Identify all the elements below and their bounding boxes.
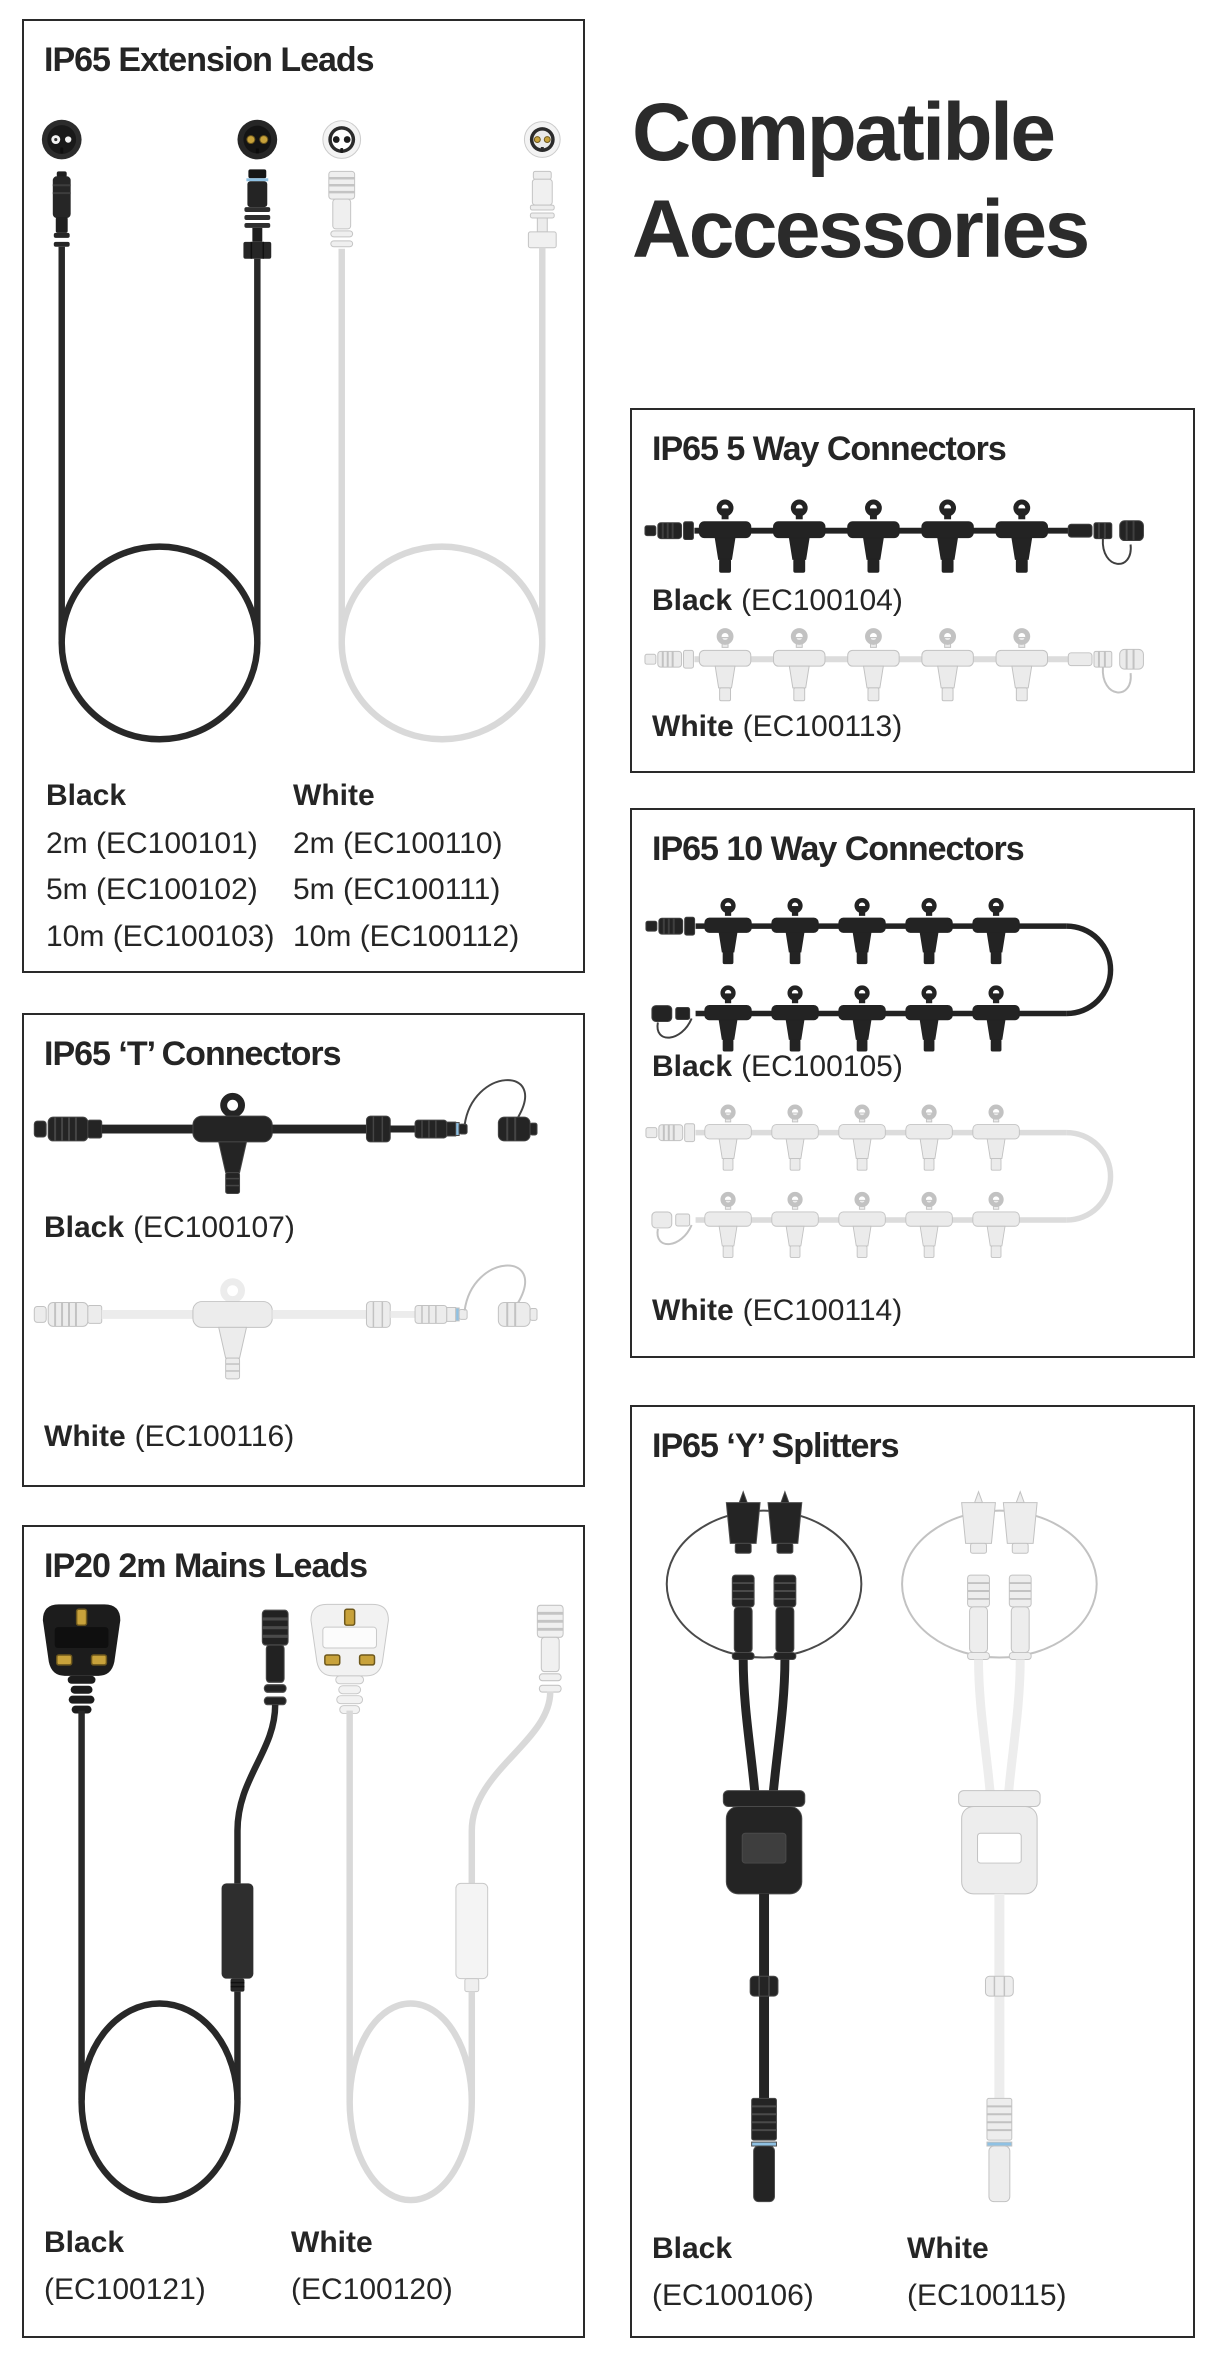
variant-white — [907, 2225, 1067, 2319]
color-name: Black — [46, 779, 127, 812]
color-name: Black — [652, 1050, 733, 1083]
product-code: (EC100114) — [742, 1294, 903, 1327]
color-name: White — [652, 1294, 734, 1327]
variant-black — [652, 584, 903, 618]
y-splitters-illustration — [632, 1407, 1193, 2336]
page-title: Compatible Accessories — [632, 87, 1088, 275]
extension-black-column — [46, 773, 274, 960]
extension-white-column — [293, 773, 519, 960]
color-name: Black — [44, 2226, 125, 2259]
section-10-way-connectors — [630, 808, 1195, 1358]
variant-white — [44, 1420, 294, 1454]
product-code: (EC100113) — [742, 710, 903, 743]
section-title: IP65 ‘T’ Connectors — [44, 1035, 341, 1073]
product-code: 2m (EC100101) — [46, 826, 258, 860]
variant-white — [652, 1294, 902, 1328]
variant-black — [44, 2219, 206, 2313]
product-code: (EC100116) — [134, 1420, 295, 1453]
product-code: 10m (EC100112) — [293, 919, 520, 953]
section-extension-leads — [22, 19, 585, 973]
product-code: (EC100104) — [741, 584, 903, 617]
section-title: IP65 ‘Y’ Splitters — [652, 1427, 899, 1465]
product-code: (EC100115) — [907, 2279, 1067, 2312]
product-code: (EC100107) — [133, 1211, 295, 1244]
color-name: White — [293, 779, 375, 812]
color-name: Black — [652, 584, 733, 617]
color-name: Black — [652, 2232, 733, 2265]
product-code: (EC100105) — [741, 1050, 903, 1083]
product-code: (EC100120) — [291, 2273, 453, 2306]
color-name: White — [652, 710, 734, 743]
variant-black — [44, 1211, 295, 1245]
product-code: (EC100106) — [652, 2279, 814, 2312]
product-code: 5m (EC100111) — [293, 873, 501, 906]
section-mains-leads — [22, 1525, 585, 2338]
section-t-connectors — [22, 1013, 585, 1487]
color-name: White — [44, 1420, 126, 1453]
section-title: IP20 2m Mains Leads — [44, 1547, 368, 1585]
variant-black — [652, 1050, 903, 1084]
mains-leads-illustration — [24, 1527, 583, 2336]
color-name: White — [907, 2232, 989, 2265]
variant-black — [652, 2225, 814, 2319]
product-code: 5m (EC100102) — [46, 873, 258, 906]
color-name: Black — [44, 1211, 125, 1244]
section-title: IP65 5 Way Connectors — [652, 430, 1006, 468]
section-title: IP65 10 Way Connectors — [652, 830, 1024, 868]
product-code: (EC100121) — [44, 2273, 206, 2306]
product-code: 2m (EC100110) — [293, 826, 503, 860]
t-connectors-illustration — [24, 1015, 583, 1485]
variant-white — [652, 710, 902, 744]
product-code: 10m (EC100103) — [46, 919, 275, 953]
section-title: IP65 Extension Leads — [44, 41, 374, 79]
variant-white — [291, 2219, 453, 2313]
color-name: White — [291, 2226, 373, 2259]
section-5-way-connectors — [630, 408, 1195, 773]
section-y-splitters — [630, 1405, 1195, 2338]
